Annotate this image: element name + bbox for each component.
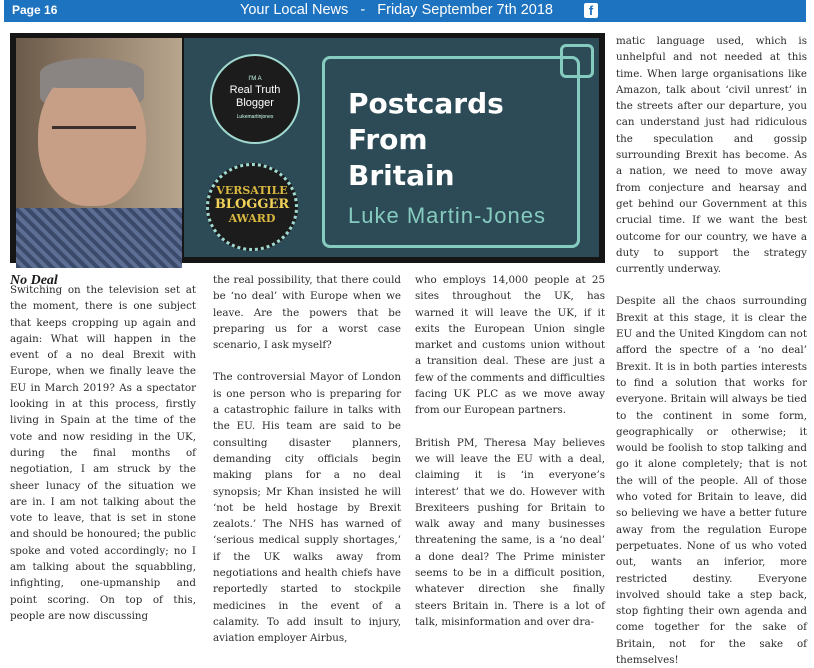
author-photo xyxy=(16,38,182,257)
article-column-2 xyxy=(213,272,401,647)
article-headline: No Deal xyxy=(10,273,58,288)
photo-shirt xyxy=(16,208,182,268)
banner-title-line: From xyxy=(348,123,428,156)
paragraph: British PM, Theresa May believes we will leave the EU with a deal, claiming it is ‘in everyone’s interest’ that we do. However with Brexiteers pushing for Britain to walk away and many businesses threatening the same, is a ‘no deal’ a done deal? The Prime minister seems to be in a difficult position, whatever direction she finally steers Britain in. There is a lot of talk, misinformation and over dra- xyxy=(415,436,605,628)
page-number: Page 16 xyxy=(12,3,58,17)
masthead: Your Local News - Friday September 7th 2018 xyxy=(240,2,553,18)
paragraph: the real possibility, that there could be ‘no deal’ with Europe when we leave. Are the powers that be preparing us for a worst case scenario, I ask myself? xyxy=(213,274,401,352)
versatile-badge-text xyxy=(209,184,295,226)
badge-sub-text: Lukemartinjones xyxy=(236,114,274,120)
photo-brow xyxy=(52,126,136,138)
banner-title-line: Postcards xyxy=(348,87,504,120)
photo-hair-top xyxy=(40,58,144,88)
column-banner xyxy=(10,33,605,263)
article-column-1 xyxy=(10,282,196,624)
banner-author: Luke Martin-Jones xyxy=(348,203,546,228)
paragraph: matic language used, which is unhelpful and not needed at this time. When large organisations like Amazon, talk about ‘civil unrest’ in the streets after our departure, you can understand just had ridiculous the speculation and gossip surrounding Brexit has become. As a nation, we need to move away from conjecture and hearsay and get behind our Government at this crucial time. If we want the best outcome for our country, we have a duty to support the strategy currently underway. xyxy=(616,35,807,276)
article-column-4 xyxy=(616,33,807,668)
header-bar xyxy=(4,0,806,22)
article-column-3 xyxy=(415,272,605,630)
banner-title-line: Britain xyxy=(348,159,455,192)
badge-main-text: Real Truth Blogger xyxy=(229,84,281,109)
paragraph: Despite all the chaos surrounding Brexit at this stage, it is clear the EU and the United Kingdom can not afford the spectre of a ‘no deal’ Brexit. It is in both parties interests to find a solution that works for everyone. Britain will always be tied to the continent in some form, geographically or otherwise; it would be foolish to stop talking and go it alone completely; that is not the will of the people. All of those who voted for Britain to leave, did so believing we have a better future away from the regulation Europe perpetuates. None of us who voted out, wants an inferior, more restricted destiny. Everyone involved should take a step back, stop fighting their own agenda and come together for the sake of Britain, not for the sake of themselves! xyxy=(616,295,807,666)
paragraph: who employs 14,000 people at 25 sites throughout the UK, has warned it will leave the UK, if it exits the European Union single market and customs union without a transition deal. These are just a few of the comments and difficulties facing UK PLC as we move away from our European partners. xyxy=(415,274,605,417)
banner-title xyxy=(348,86,578,194)
versatile-line: VERSATILE xyxy=(216,184,288,197)
paragraph: Switching on the television set at the moment, there is one subject that keeps cropping up again and again: What will happen in the event of a no deal Brexit with Europe, when we finally leave the EU in March 2019? As a spectator looking in at this process, firstly living in Spain at the time of the vote and now residing in the UK, during the final months of negotiation, I am struck by the sheer lunacy of the situation we are in. I am not talking about the vote to leave, that is set in stone and should be honoured; the public spoke and voted accordingly; no I am talking about the squabbling, infighting, one-upmanship and point scoring. On top of this, people are now discussing xyxy=(10,284,196,622)
real-truth-blogger-badge xyxy=(210,54,300,144)
versatile-blogger-badge xyxy=(206,163,298,251)
banner-panel xyxy=(184,38,599,257)
blogger-line: BLOGGER xyxy=(214,197,290,212)
badge-top-text: I'M A xyxy=(248,76,262,82)
paragraph: The controversial Mayor of London is one person who is preparing for a catastrophic failure in talks with the EU. His team are said to be consulting disaster planners, demanding city officials begin making plans for a no deal synopsis; Mr Khan insisted he will ‘not be held hostage by Brexit zealots.’ The NHS has warned of ‘serious medical supply shortages,’ if the UK walks away from negotiations and health chiefs have reportedly started to stockpile medicines in the event of a calamity. To add insult to injury, aviation employer Airbus, xyxy=(213,371,401,645)
facebook-icon[interactable]: f xyxy=(584,3,598,18)
award-line: AWARD xyxy=(228,212,276,225)
title-frame-corner xyxy=(560,44,594,78)
